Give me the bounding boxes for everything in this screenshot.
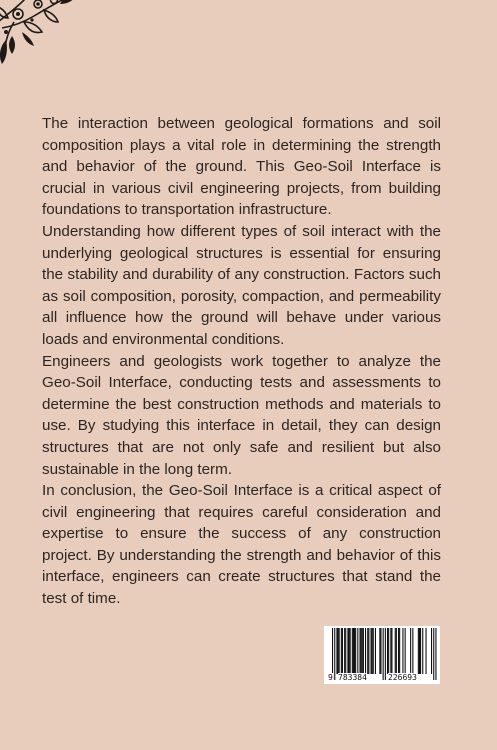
paragraph: Engineers and geologists work together to analyze the Geo-Soil Interface, conducting tests and assessments to determine the best construction methods and materials to use. By studying this interface in detail, they can design structures that are not only safe and resilient but also sustainable in the long term.: [42, 352, 441, 478]
barcode-bar: [426, 628, 427, 674]
barcode-bar: [419, 628, 420, 674]
barcode-bar: [372, 628, 373, 674]
barcode-bar: [431, 628, 432, 674]
barcode-bar: [350, 628, 351, 674]
barcode-bar: [387, 628, 388, 674]
barcode-first-digit: 9: [328, 673, 333, 682]
barcode-bar: [420, 628, 421, 674]
barcode-left-group: 783384: [338, 673, 367, 682]
barcode-bar: [399, 628, 400, 674]
paragraph: In conclusion, the Geo-Soil Interface is a critical aspect of civil engineering that requires careful consideration and expertise to ensure the success of any construction project. By understanding the strength and behavior of this interface, engineers can create structures that stand the test of time.: [42, 482, 441, 608]
barcode-bar: [412, 628, 413, 674]
barcode-bar: [380, 628, 381, 674]
barcode-bar: [362, 628, 363, 674]
barcode-bar: [405, 628, 406, 674]
barcode-bar: [410, 628, 411, 674]
barcode-bar: [361, 628, 362, 674]
barcode-bar: [388, 628, 389, 674]
barcode-digits: [324, 673, 440, 683]
isbn-barcode: [324, 626, 440, 684]
barcode-bar: [352, 628, 353, 674]
barcode-bar: [349, 628, 350, 674]
barcode-bar: [357, 628, 358, 674]
barcode-bar: [398, 628, 399, 674]
barcode-bar: [338, 628, 339, 674]
barcode-bar: [402, 628, 403, 674]
back-cover-description: [42, 113, 441, 610]
floral-ornament-icon: [0, 0, 86, 80]
barcode-right-group: 226693: [388, 673, 417, 682]
barcode-bar: [367, 628, 368, 674]
barcode-bar: [390, 628, 391, 674]
barcode-bar: [375, 628, 376, 674]
barcode-bar: [342, 628, 343, 674]
barcode-bar: [391, 628, 392, 674]
barcode-bar: [371, 628, 372, 674]
barcode-bar: [396, 628, 397, 674]
barcode-bar: [347, 628, 348, 674]
barcode-bar: [422, 628, 423, 674]
barcode-bar: [365, 628, 366, 674]
barcode-bar: [353, 628, 354, 674]
barcode-bar: [336, 628, 337, 674]
barcode-bar: [379, 628, 380, 674]
paragraph: Understanding how different types of soil interact with the underlying geological structures is essential for ensuring the stability and durability of any construction. Factors such as soil composition, porosity, compaction, and permeability all influence how the ground will behave under various loads and environmental conditions.: [42, 222, 441, 348]
barcode-bar: [355, 628, 356, 674]
barcode-bar: [395, 628, 396, 674]
barcode-bar: [344, 628, 345, 674]
barcode-bar: [373, 628, 374, 674]
barcode-bar: [354, 628, 355, 674]
barcode-bar: [418, 628, 419, 674]
barcode-bar: [345, 628, 346, 674]
barcode-bar: [363, 628, 364, 674]
barcode-bar: [341, 628, 342, 674]
barcode-bar: [368, 628, 369, 674]
barcode-bar: [339, 628, 340, 674]
paragraph: The interaction between geological formations and soil composition plays a vital role in determining the strength and behavior of the ground. This Geo-Soil Interface is crucial in various civil engineering projects, from building foundations to transportation infrastructure.: [42, 115, 441, 219]
barcode-bar: [360, 628, 361, 674]
